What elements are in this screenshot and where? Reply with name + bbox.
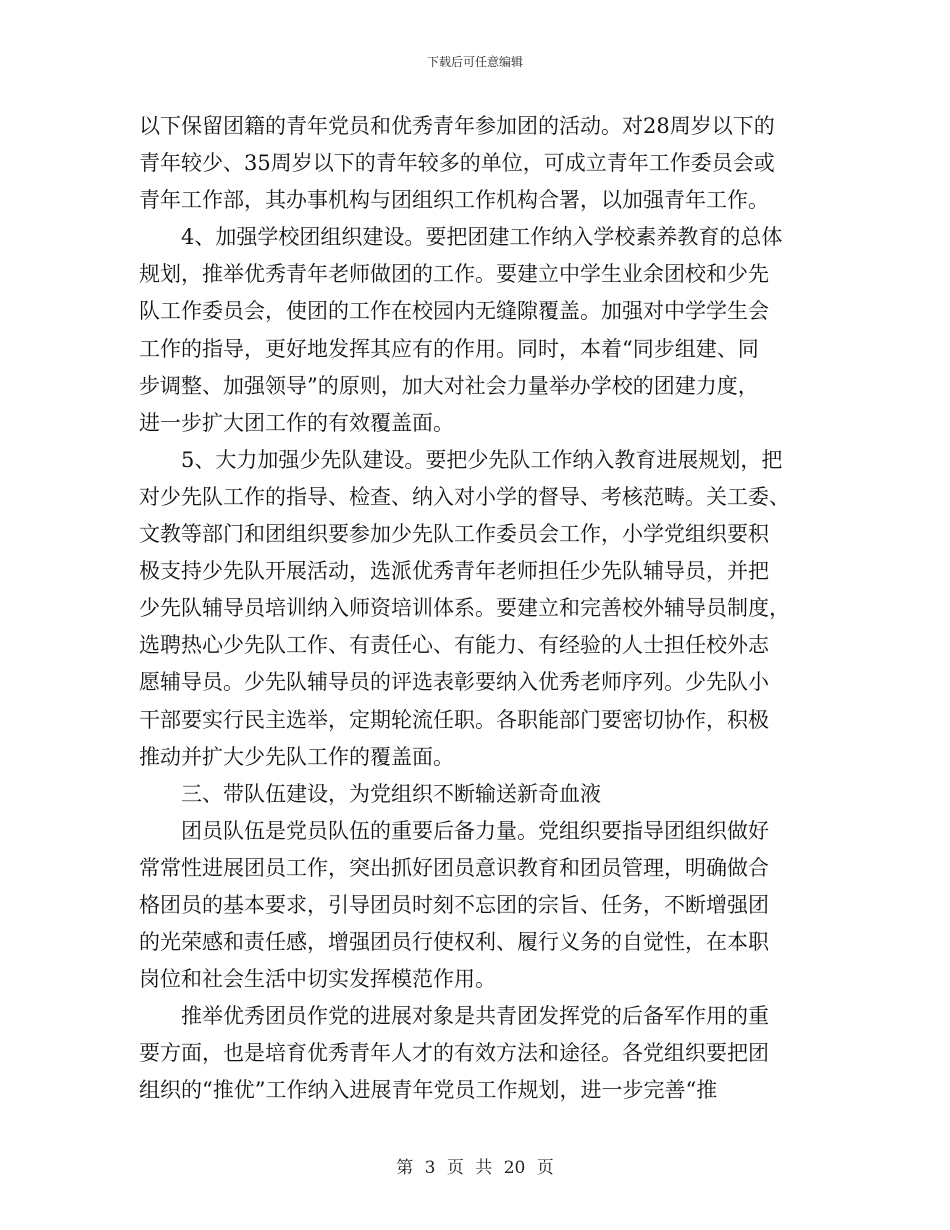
text-line: 进一步扩大团工作的有效覆盖面。 — [139, 410, 454, 435]
footer-page-number: 3 — [424, 1158, 436, 1178]
text-line: 的光荣感和责任感，增强团员行使权利、履行义务的自觉性，在本职 — [139, 930, 769, 955]
text-line: 极支持少先队开展活动，选派优秀青年老师担任少先队辅导员，并把 — [139, 559, 769, 584]
text-line: 步调整、加强领导”的原则，加大对社会力量举办学校的团建力度， — [139, 373, 759, 398]
text-line: 以下保留团籍的青年党员和优秀青年参加团的活动。对28周岁以下的 — [139, 114, 775, 138]
text-line: 推动并扩大少先队工作的覆盖面。 — [139, 744, 454, 769]
text-line: 愿辅导员。少先队辅导员的评选表彰要纳入优秀老师序列。少先队小 — [139, 670, 769, 695]
text-line: 要方面，也是培育优秀青年人才的有效方法和途径。各党组织要把团 — [139, 1041, 769, 1066]
footer-page-unit: 页 — [446, 1158, 464, 1178]
text-line: 队工作委员会，使团的工作在校园内无缝隙覆盖。加强对中学学生会 — [139, 299, 769, 324]
text-line: 青年工作部，其办事机构与团组织工作机构合署，以加强青年工作。 — [139, 188, 769, 213]
text-line: 工作的指导，更好地发挥其应有的作用。同时，本着“同步组建、同 — [139, 336, 759, 361]
footer-prefix: 第 — [396, 1158, 414, 1178]
text-line: 文教等部门和团组织要参加少先队工作委员会工作，小学党组织要积 — [139, 522, 769, 547]
text-line: 对少先队工作的指导、检查、纳入对小学的督导、考核范畴。关工委、 — [139, 484, 790, 509]
text-line: 选聘热心少先队工作、有责任心、有能力、有经验的人士担任校外志 — [139, 633, 769, 658]
text-line: 少先队辅导员培训纳入师资培训体系。要建立和完善校外辅导员制度， — [139, 596, 790, 621]
text-line: 岗位和社会生活中切实发挥模范作用。 — [139, 967, 496, 992]
text-line: 青年较少、35周岁以下的青年较多的单位，可成立青年工作委员会或 — [139, 151, 775, 176]
page-footer — [0, 1153, 950, 1178]
page-header-note: 下载后可任意编辑 — [426, 55, 523, 69]
text-line: 格团员的基本要求，引导团员时刻不忘团的宗旨、任务，不断增强团 — [139, 892, 769, 917]
text-line: 干部要实行民主选举，定期轮流任职。各职能部门要密切协作，积极 — [139, 707, 769, 732]
text-line: 团员队伍是党员队伍的重要后备力量。党组织要指导团组织做好 — [181, 818, 769, 843]
text-line: 4、加强学校团组织建设。要把团建工作纳入学校素养教育的总体 — [181, 225, 783, 250]
footer-total-pages: 20 — [503, 1158, 526, 1178]
text-line: 三、带队伍建设，为党组织不断输送新奇血液 — [181, 781, 601, 806]
text-line: 常常性进展团员工作，突出抓好团员意识教育和团员管理，明确做合 — [139, 855, 769, 880]
text-line: 规划，推举优秀青年老师做团的工作。要建立中学生业余团校和少先 — [139, 262, 769, 287]
document-body — [139, 108, 801, 1110]
text-line: 组织的“推优”工作纳入进展青年党员工作规划，进一步完善“推 — [139, 1078, 718, 1103]
footer-total-unit: 页 — [536, 1158, 554, 1178]
footer-total-prefix: 共 — [475, 1158, 493, 1178]
text-line: 5、大力加强少先队建设。要把少先队工作纳入教育进展规划，把 — [181, 447, 783, 472]
text-line: 推举优秀团员作党的进展对象是共青团发挥党的后备军作用的重 — [181, 1004, 769, 1029]
